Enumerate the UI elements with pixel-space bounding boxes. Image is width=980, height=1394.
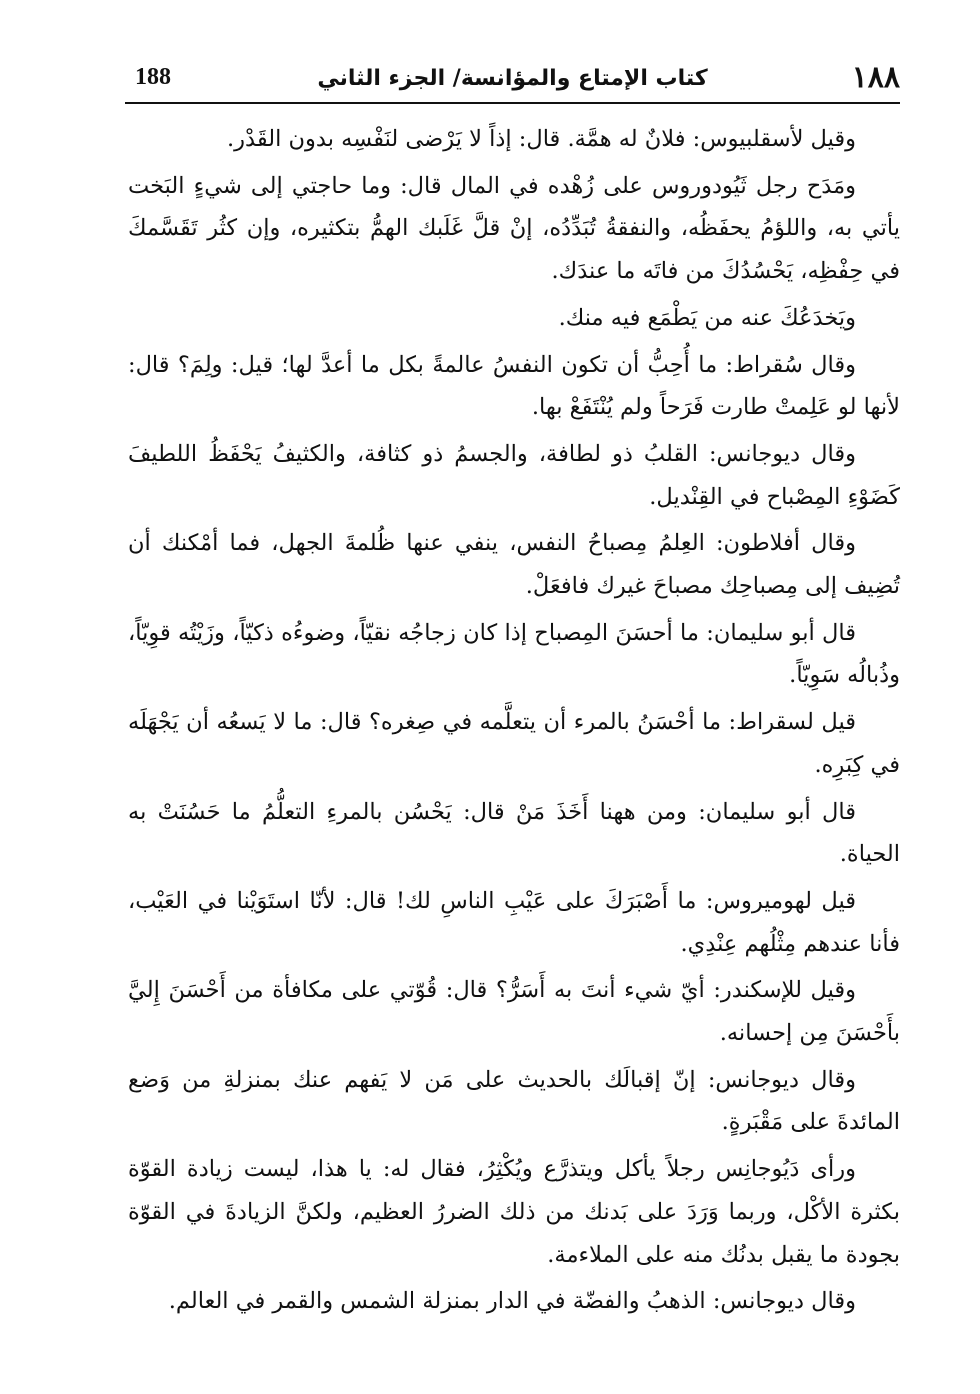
body-text — [128, 118, 900, 1327]
page-number-arabic: ١٨٨ — [851, 60, 900, 95]
paragraph-homer: قيل لهوميروس: ما أَصْبَرَكَ على عَيْبِ الناسِ لك! قال: لأنّا استَوَيْنا في العَيْب، فأنا عندهم مِثْلُهم عِنْدِي. — [128, 887, 900, 957]
paragraph-diogenes-speech: وقال ديوجانس: إنّ إقبالَك بالحديث على مَن لا يَفهم عنك بمنزلةِ من وَضع المائدةَ على مَقْبَرةٍ. — [128, 1066, 900, 1136]
running-title: كتاب الإمتاع والمؤانسة/ الجزء الثاني — [317, 66, 708, 91]
paragraph-socrates-youth: قيل لسقراط: ما أحْسَنُ بالمرء أن يتعلَّمه في صِغره؟ قال: ما لا يَسعُه أن يَجْهَلَه في كِبَرِه. — [128, 709, 900, 778]
page-header — [125, 60, 900, 104]
paragraph-asclepius: وقيل لأسقلبيوس: فلانٌ له همَّة. قال: إذاً لا يَرْضى لنَفْسِه بدون القَدْر. — [227, 126, 856, 152]
paragraph-alexander: وقيل للإسكندر: أيّ شيء أنتَ به أَسَرُّ؟ قال: قُوّتي على مكافأة من أَحْسَنَ إِليَّ بأَحْسَنَ مِن إحسانه. — [128, 977, 900, 1047]
paragraph-abu-sulayman-learning: قال أبو سليمان: ومن ههنا أَخَذَ مَنْ قال: يَحْسُن بالمرءِ التعلُّمُ ما حَسُنَتْ به الحياة. — [128, 798, 900, 868]
paragraph-diogenes-heart: وقال ديوجانس: القلبُ ذو لطافة، والجسمُ ذو كثافة، والكثيفُ يَحْفَظُ اللطيفَ كَضَوْءِ المِصْباح في القِنْديل. — [128, 440, 900, 510]
paragraph-abu-sulayman-lamp: قال أبو سليمان: ما أحسَنَ المِصباح إذا كان زجاجُه نقيّاً، وضوءُه ذكيّاً، وزَيْتُه قوِيّاً، وذُبالُه سَوِيّاً. — [128, 619, 900, 689]
paragraph-diogenes-gold: وقال ديوجانس: الذهبُ والفضّة في الدار بمنزلة الشمس والقمر في العالم. — [168, 1288, 856, 1315]
page-number-latin: 188 — [135, 64, 171, 90]
paragraph-socrates-soul: وقال سُقراط: ما أُحِبُّ أن تكون النفسُ عالمةً بكل ما أعدَّ لها؛ قيل: ولِمَ؟ قال: لأنها لو عَلِمتْ طارت فَرَحاً ولم يُنْتَفَعْ بها. — [128, 351, 900, 421]
paragraph-diogenes-eating: ورأى دَيُوجانِس رجلاً يأكل ويتذرَّع ويُكْثِرُ، فقال له: يا هذا، ليست زيادة القوّة بكثرة الأكْل، وربما وَرَدَ على بَدنك من ذلك الضررُ العظيم، ولكنَّ الزيادةَ في القوّة بجودة ما يقبل بدنُك منه على الملاءمة. — [128, 1156, 900, 1268]
paragraph-theodorus: ومَدَح رجل ثَيُودوروس على زُهْده في المال قال: وما حاجتي إلى شيءٍ البَخت يأتي به، واللؤمُ يحفَظُه، والنفقةُ تُبَدِّدُه، إنْ قلَّ غَلَبك الهمُّ بتكثيره، وإن كثُر تَقَسَّمكَ في حِفْظِه، يَحْسُدُكَ من فاتَه ما عندَك. — [128, 172, 900, 285]
paragraph-deceit: ويَخدَعُكَ عنه من يَطْمَع فيه منك. — [558, 304, 856, 331]
paragraph-plato-knowledge: وقال أفلاطون: العِلمُ مِصباحُ النفس، ينفي عنها ظُلمةَ الجهل، فما أمْكنك أن تُضِيف إلى مِصباحِك مصباحَ غيرك فافعَلْ. — [128, 530, 900, 600]
